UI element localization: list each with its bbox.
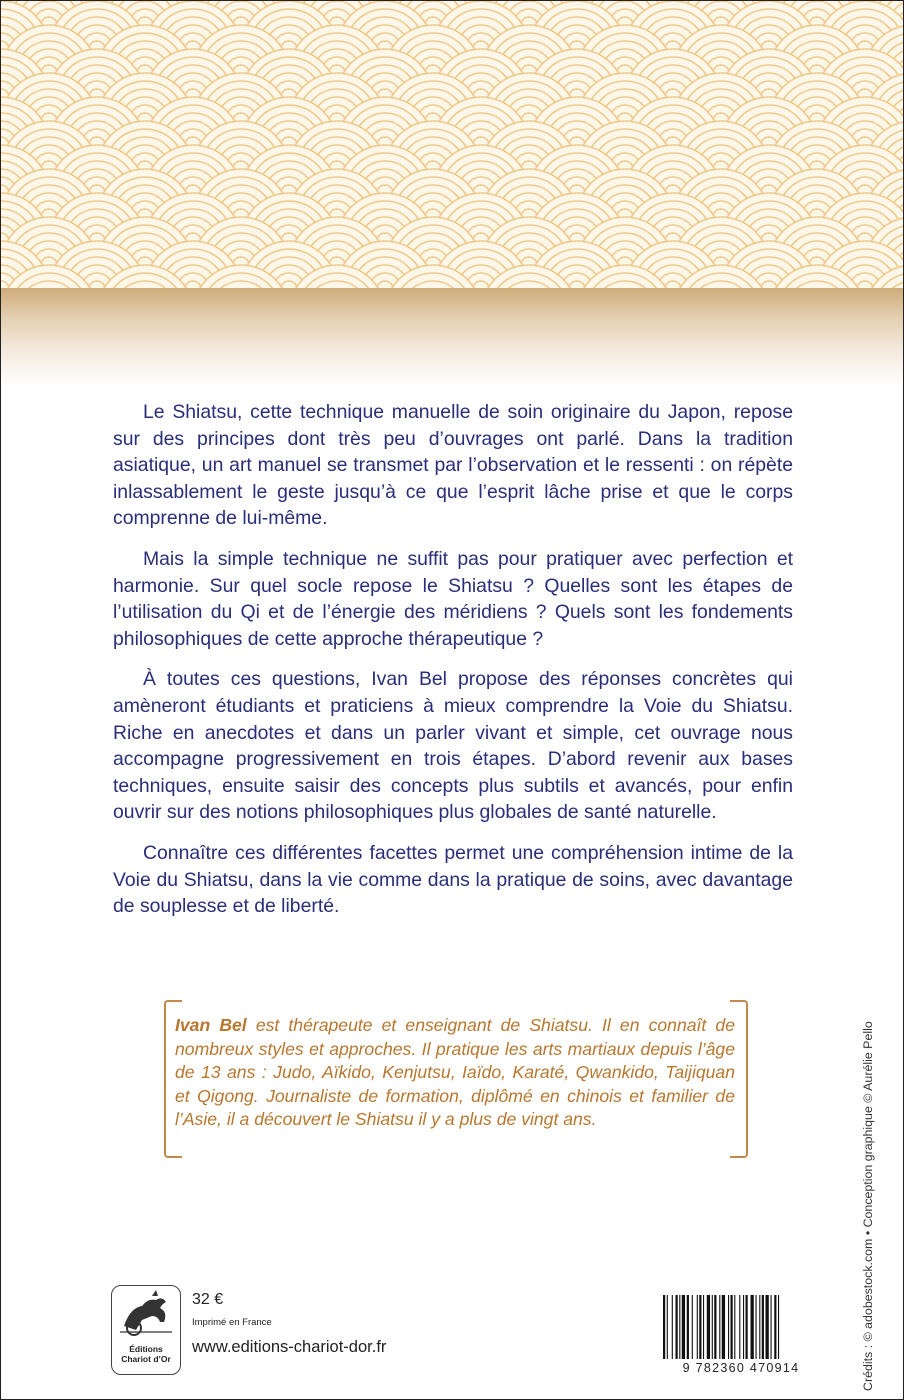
isbn-number: 9 782360 470914 [682,1361,800,1375]
header-shade [1,288,903,388]
credits-vertical [856,941,876,1391]
publisher-website: www.editions-chariot-dor.fr [192,1338,387,1356]
barcode-icon [661,1295,819,1359]
blurb-paragraph-2: Mais la simple technique ne suffit pas pour pratiquer avec perfection et harmonie. Sur quel socle repose le Shiatsu ? Quelles sont les étapes de l’utilisation du Qi et de l’énergie des méridiens ? Quels sont les fondements philosophiques de cette approche thérapeutique ? [113,547,793,650]
author-name: Ivan Bel [175,1015,247,1035]
credits-text: Crédits : © adobestock.com • Conception graphique © Aurélie Pello [861,1021,875,1391]
publisher-logo [111,1285,181,1375]
logo-line-1: Éditions [129,1344,163,1354]
blurb-paragraph-3: À toutes ces questions, Ivan Bel propose des réponses concrètes qui amèneront étudiants et praticiens à mieux comprendre la Voie du Shiatsu. Riche en anecdotes et dans un parler vivant et simple, cet ouvrage nous accompagne progressivement en trois étapes. D’abord revenir aux bases techniques, ensuite saisir des concepts plus subtils et avancés, pour enfin ouvrir sur des notions philosophiques plus globales de santé naturelle. [113,668,793,824]
blurb-paragraph-4: Connaître ces différentes facettes permet une compréhension intime de la Voie du Shiatsu, dans la vie comme dans la pratique de soins, avec davantage de souplesse et de liberté. [113,841,793,918]
blurb-paragraph-1: Le Shiatsu, cette technique manuelle de soin originaire du Japon, repose sur des principes dont très peu d’ouvrages ont parlé. Dans la tradition asiatique, un art manuel se transmet par l’observation et le ressenti : on répète inlassablement le geste jusqu’à ce que l’esprit lâche prise et que le corps comprenne de lui-même. [113,401,793,530]
printed-in: Imprimé en France [192,1317,272,1328]
chariot-horse-icon [112,1286,180,1344]
seigaiha-pattern-icon [1,1,903,291]
price: 32 € [192,1291,224,1308]
back-cover-blurb [113,399,793,934]
publisher-logo-text [112,1344,180,1364]
author-bio-text: est thérapeute et enseignant de Shiatsu. Il en connaît de nombreux styles et approches. Il pratique les arts martiaux depuis l’âge de 13 ans : Judo, Aïkido, Kenjutsu, Iaïdo, Karaté, Qwankido, Taijiquan et Qigong. Journaliste de formation, diplômé en chinois et familier de l’Asie, il a découvert le Shiatsu il y a plus de vingt ans. [175,1015,735,1130]
logo-line-2: Chariot d’Or [121,1354,171,1364]
wave-pattern-header [1,1,903,291]
author-bio [175,1014,735,1132]
